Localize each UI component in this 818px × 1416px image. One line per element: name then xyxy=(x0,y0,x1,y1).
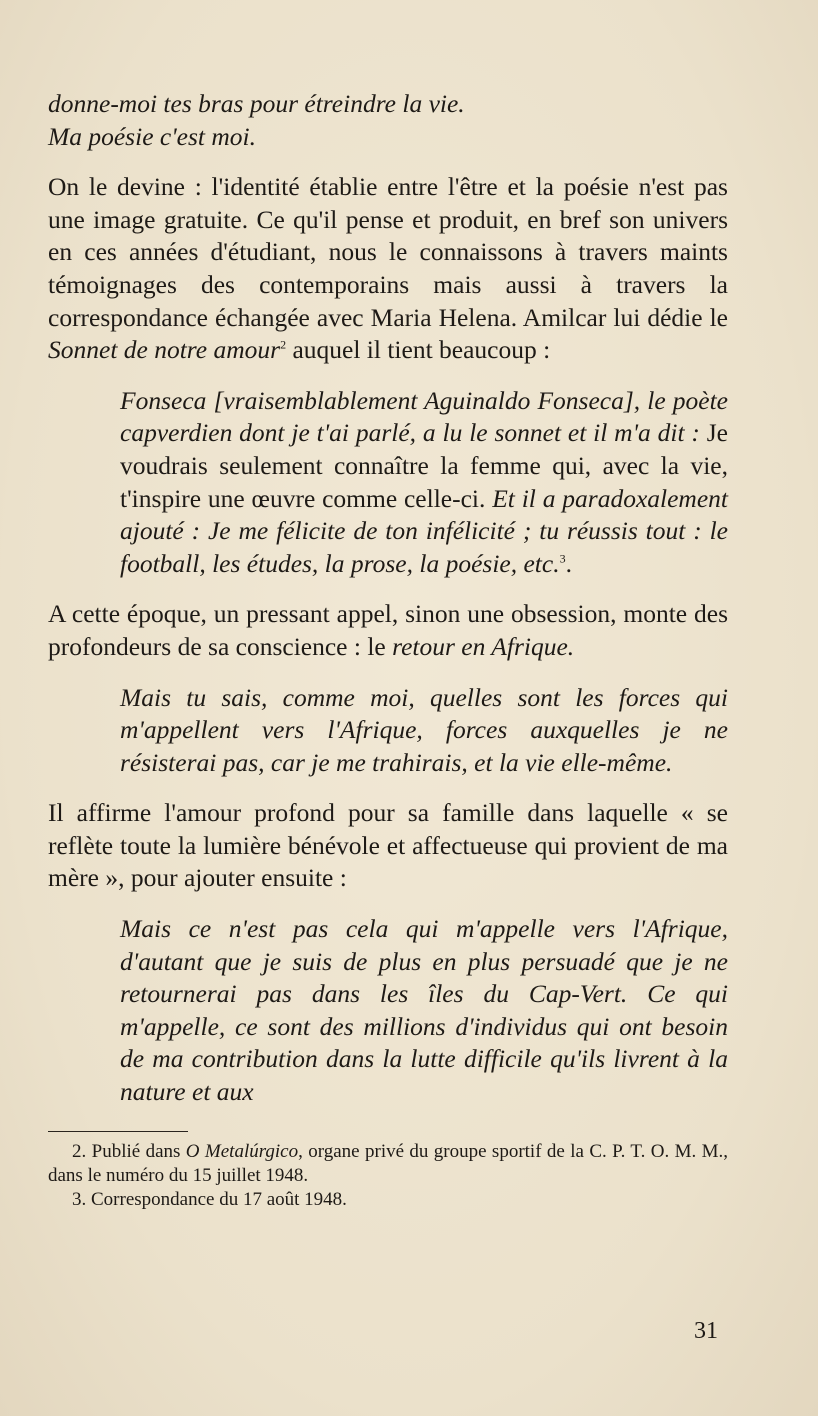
spacer xyxy=(48,153,728,171)
paragraph-1 xyxy=(48,171,728,367)
footnote-2-text-a: Publié dans xyxy=(86,1140,186,1162)
paragraph-2 xyxy=(48,598,728,663)
sonnet-title: Sonnet de notre amour xyxy=(48,335,281,365)
verse-line: donne-moi tes bras pour étreindre la vie. xyxy=(48,89,465,118)
spacer xyxy=(48,895,728,913)
footnote-3-number: 3. xyxy=(72,1188,87,1210)
paragraph-1-text: On le devine : l'identité établie entre l'être et la poésie n'est pas une image gratuite. Ce qu'il pense et produit, en bref son univers en ces années d'étudiant, nous le connaissons à travers maints témoignages des contemporains mais aussi à travers la correspondance échangée avec Maria Helena. Amilcar lui dédie le xyxy=(48,172,728,332)
page-body xyxy=(48,88,728,1212)
paragraph-2-text: A cette époque, un pressant appel, sinon une obsession, monte des profondeurs de sa conscience : le xyxy=(48,599,728,661)
verse-line: Ma poésie c'est moi. xyxy=(48,121,256,151)
spacer xyxy=(48,367,728,385)
quote-1-end: . xyxy=(565,548,572,578)
spacer xyxy=(48,580,728,598)
quote-1 xyxy=(120,385,728,581)
quote-1-italic-b: Et il a paradoxalement ajouté : Je me félicite de ton infélicité ; tu réussis tout : le football, les études, la prose, la poésie, etc. xyxy=(120,483,728,578)
spacer xyxy=(48,664,728,682)
footnote-3-text: Correspondance du 17 août 1948. xyxy=(86,1188,347,1210)
page-number: 31 xyxy=(694,1318,718,1344)
footnote-3 xyxy=(48,1188,728,1212)
spacer xyxy=(48,779,728,797)
footnote-2 xyxy=(48,1140,728,1188)
footnote-2-title: O Metalúrgico xyxy=(185,1140,299,1162)
footnote-2-text-b: , organe privé du groupe sportif de la C. P. T. O. M. M., dans le numéro du 15 juillet 1948. xyxy=(48,1140,728,1186)
footnote-divider xyxy=(48,1131,188,1132)
quote-3: Mais ce n'est pas cela qui m'appelle vers l'Afrique, d'autant que je suis de plus en plus persuadé que je ne retournerai pas dans les îles du Cap-Vert. Ce qui m'appelle, ce sont des millions d'individus qui ont besoin de ma contribution dans la lutte difficile qu'ils livrent à la nature et aux xyxy=(120,914,728,1107)
footnote-ref-2: 2 xyxy=(280,337,287,352)
paragraph-3: Il affirme l'amour profond pour sa famille dans laquelle « se reflète toute la lumière bénévole et affectueuse qui provient de ma mère », pour ajouter ensuite : xyxy=(48,798,728,893)
quote-2: Mais tu sais, comme moi, quelles sont les forces qui m'appellent vers l'Afrique, forces auxquelles je ne résisterai pas, car je me trahirais, et la vie elle-même. xyxy=(120,682,728,777)
paragraph-1-tail: auquel il tient beaucoup : xyxy=(286,335,551,365)
quote-1-roman: Je voudrais seulement connaître la femme qui, avec la vie, t'inspire une œuvre comme celle-ci. xyxy=(120,418,728,513)
quote-1-italic-a: Fonseca [vraisemblablement Aguinaldo Fonseca], le poète capverdien dont je t'ai parlé, a lu le sonnet et il m'a dit : xyxy=(120,385,728,448)
footnote-2-number: 2. xyxy=(72,1140,87,1162)
footnote-ref-3: 3 xyxy=(559,551,566,566)
paragraph-2-italic: retour en Afrique. xyxy=(392,631,575,661)
